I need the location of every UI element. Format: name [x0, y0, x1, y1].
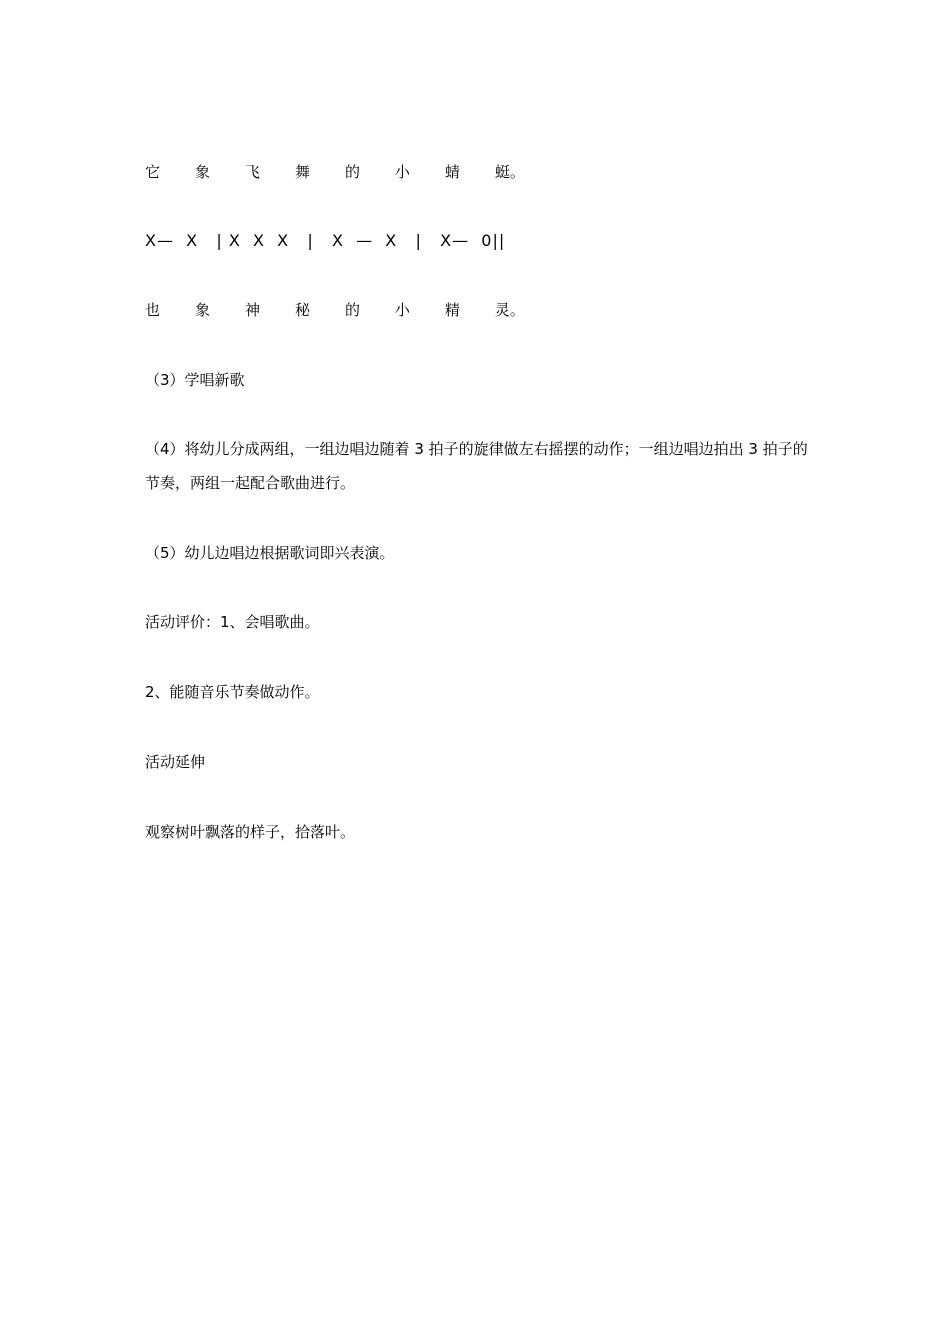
lyric-char: 秘	[294, 301, 310, 319]
lyric-char: 象	[194, 163, 210, 181]
evaluation-item-2: 2、能随音乐节奏做动作。	[145, 683, 320, 701]
step-5: （5）幼儿边唱边根据歌词即兴表演。	[145, 544, 395, 562]
lyric-char: 象	[194, 301, 210, 319]
lyric-char: 的	[344, 301, 360, 319]
rhythm-notation: X— X | X X X | X — X | X— 0||	[145, 231, 506, 250]
lyric-char: 飞	[244, 163, 260, 181]
lyric-char: 精	[444, 301, 460, 319]
lyric-char: 神	[244, 301, 260, 319]
lyric-char: 也	[145, 301, 161, 319]
lyric-char: 灵。	[494, 301, 525, 319]
lyric-char: 蜓。	[494, 163, 525, 181]
lyrics-line-2	[145, 300, 525, 320]
lyric-char: 舞	[294, 163, 310, 181]
extension-text: 观察树叶飘落的样子，拾落叶。	[145, 823, 356, 841]
evaluation-item-1: 活动评价：1、会唱歌曲。	[145, 613, 320, 631]
lyrics-line-1	[145, 162, 525, 182]
lyric-char: 的	[344, 163, 360, 181]
lyric-char: 蜻	[444, 163, 460, 181]
lyric-char: 它	[145, 163, 161, 181]
lyric-char: 小	[394, 301, 410, 319]
step-3: （3）学唱新歌	[145, 371, 245, 389]
extension-heading: 活动延伸	[145, 753, 206, 771]
step-4-paragraph: （4）将幼儿分成两组，一组边唱边随着 3 拍子的旋律做左右摇摆的动作；一组边唱边拍出 3 拍子的节奏，两组一起配合歌曲进行。	[145, 440, 808, 492]
lyric-char: 小	[394, 163, 410, 181]
